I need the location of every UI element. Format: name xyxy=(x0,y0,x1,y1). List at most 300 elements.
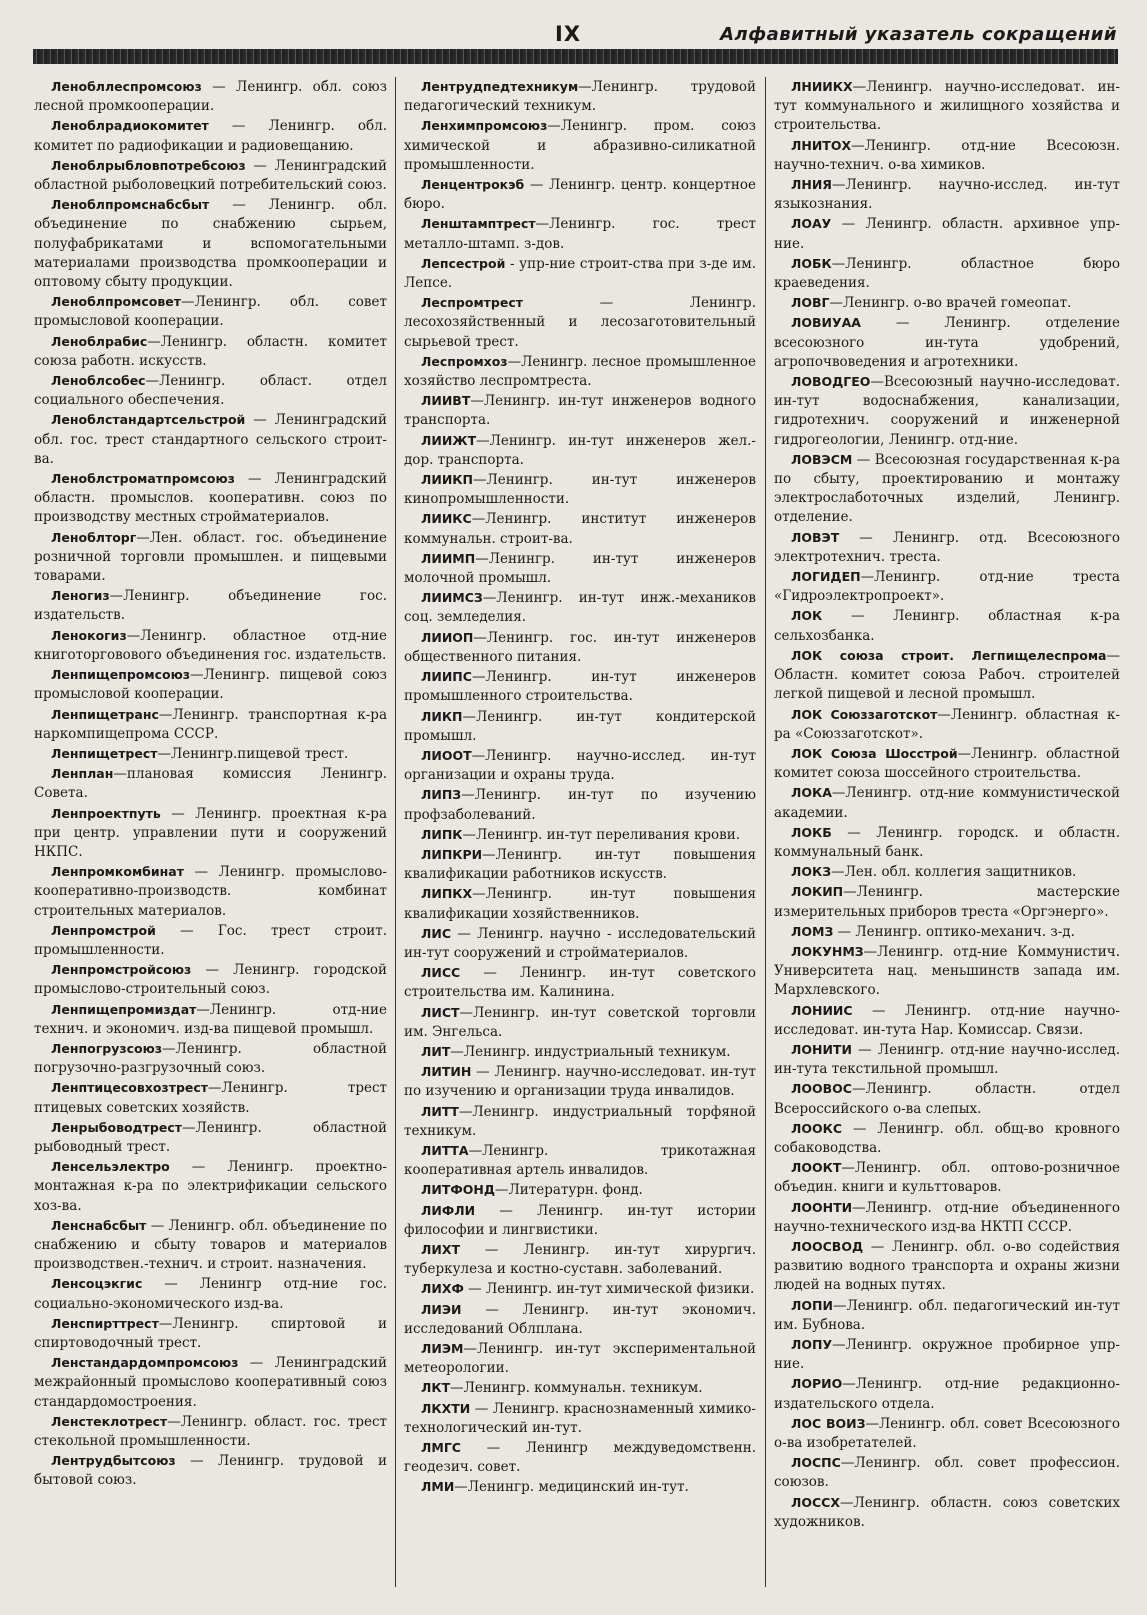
abbreviation-definition: — Ленинградский областной рыболовецкий потребительский союз. xyxy=(34,157,387,194)
abbreviation-term: ЛОРИО xyxy=(791,1376,843,1392)
abbreviation-term: ЛИХТ xyxy=(421,1241,461,1257)
abbreviation-definition: — Всесоюзная государственная к-ра по сбыту, проектированию и монтажу электрослаботочных изделий, Ленингр. отделение. xyxy=(774,451,1120,526)
abbreviation-term: Ленцентрокэб xyxy=(421,177,525,193)
abbreviation-definition: —Ленингр. научно-исслед. ин-тут организации и охраны труда. xyxy=(404,747,756,784)
abbreviation-entry xyxy=(774,293,1120,313)
abbreviation-term: Леноблстандартсельстрой xyxy=(51,412,246,428)
abbreviation-entry xyxy=(774,744,1120,783)
abbreviation-entry xyxy=(34,1412,387,1451)
abbreviation-entry xyxy=(404,1378,756,1398)
abbreviation-definition: —Ленингр. отд-ние Коммунистич. Университета нац. меньшинств запада им. Мархлевского. xyxy=(774,943,1120,999)
abbreviation-entry xyxy=(404,1062,756,1101)
abbreviation-term: Леноблрадиокомитет xyxy=(51,118,209,134)
column-3 xyxy=(774,77,1120,1532)
abbreviation-term: ЛИИОП xyxy=(421,629,474,645)
abbreviation-entry xyxy=(34,804,387,863)
abbreviation-term: Ленпищетранс xyxy=(51,706,159,722)
abbreviation-definition: —Областн. комитет союза Рабоч. строителей легкой пищевой и лесной промышл. xyxy=(774,647,1120,703)
abbreviation-term: ЛОВОДГЕО xyxy=(791,374,871,390)
abbreviation-entry xyxy=(34,1451,387,1490)
abbreviation-definition: — Ленингр. научно - исследовательский ин-тут сооружений и стройматериалов. xyxy=(404,925,756,961)
abbreviation-entry xyxy=(774,1296,1120,1335)
abbreviation-entry xyxy=(34,862,387,921)
abbreviation-entry xyxy=(404,1201,756,1240)
abbreviation-term: ЛИФЛИ xyxy=(421,1202,476,1218)
abbreviation-entry xyxy=(404,1279,756,1299)
abbreviation-entry xyxy=(774,823,1120,862)
abbreviation-definition: — Ленингр. трудовой и бытовой союз. xyxy=(34,1453,387,1489)
abbreviation-entry xyxy=(774,77,1120,136)
abbreviation-entry xyxy=(404,431,756,470)
abbreviation-definition: —Ленингр. о-во врачей гомеопат. xyxy=(829,295,1072,312)
abbreviation-definition: —Ленингр. отд-ние коммунистической академии. xyxy=(774,785,1120,821)
abbreviation-entry xyxy=(404,628,756,667)
abbreviation-term: Леноблсобес xyxy=(51,373,146,389)
header-rule xyxy=(33,49,1118,64)
abbreviation-term: ЛИИКС xyxy=(421,511,472,527)
abbreviation-definition: —Ленингр. трудовой педагогический техникум. xyxy=(404,79,756,115)
abbreviation-definition: —Ленингр. объединение гос. издательств. xyxy=(34,588,387,624)
column-1 xyxy=(34,77,387,1491)
abbreviation-entry xyxy=(404,470,756,509)
abbreviation-definition: — Ленингр. областная к-ра сельхозбанка. xyxy=(774,608,1120,644)
abbreviation-definition: — Ленингр. обл. объединение по снабжению сырьем, полуфабрикатами и вспомогательными материалами производства промкооперации и оптовому сбыту продукции. xyxy=(34,197,387,291)
abbreviation-definition: —Ленингр. отд-ние треста «Гидроэлектропроект». xyxy=(774,569,1120,605)
abbreviation-entry xyxy=(34,1157,387,1216)
abbreviation-term: Ленштамптрест xyxy=(421,216,536,232)
abbreviation-entry xyxy=(774,1001,1120,1040)
abbreviation-definition: — Ленингр. областн. архивное упр-ние. xyxy=(774,216,1120,252)
abbreviation-term: ЛИПКХ xyxy=(421,886,473,902)
abbreviation-definition: —Ленингр. областной погрузочно-разгрузочный союз. xyxy=(34,1040,387,1077)
abbreviation-entry xyxy=(404,746,756,785)
abbreviation-definition: —Ленингр. ин-тут инж.-механиков соц. земледелия. xyxy=(404,590,756,626)
abbreviation-definition: —Ленингр. отд-ние редакционно-издательского отдела. xyxy=(774,1376,1120,1412)
abbreviation-definition: — Ленингр. ин-тут советского строительства им. Калинина. xyxy=(404,965,756,1001)
abbreviation-definition: —Ленингр. областн. отдел Всероссийского о-ва слепых. xyxy=(774,1081,1120,1117)
abbreviation-term: Леноблпромснабсбыт xyxy=(51,197,210,213)
abbreviation-term: Ленсоцэкгис xyxy=(51,1276,143,1292)
abbreviation-term: ЛИТФОНД xyxy=(421,1182,495,1198)
abbreviation-definition: —Ленингр. областное отд-ние книготорговового объединения гос. издательств. xyxy=(34,627,387,663)
abbreviation-entry xyxy=(774,1198,1120,1237)
abbreviation-definition: — Ленингр. научно-исследоват. ин-тут по изучению и организации труда инвалидов. xyxy=(404,1064,756,1100)
abbreviation-definition: - упр-ние строит-ства при з-де им. Лепсе. xyxy=(404,255,756,292)
abbreviation-definition: —Ленингр. ин-тут инженеров молочной промышл. xyxy=(404,550,756,587)
abbreviation-definition: — Ленингр. отд. Всесоюзного электротехнич. треста. xyxy=(774,529,1120,565)
abbreviation-definition: —Ленингр. окружное пробирное упр-ние. xyxy=(774,1337,1120,1373)
abbreviation-term: Лентрудбытсоюз xyxy=(51,1453,176,1469)
abbreviation-term: ЛИПКРИ xyxy=(421,846,483,862)
abbreviation-entry xyxy=(774,1158,1120,1197)
abbreviation-term: ЛИТ xyxy=(421,1043,451,1059)
abbreviation-term: ЛООКС xyxy=(791,1120,843,1136)
abbreviation-definition: —Ленингр. трикотажная кооперативная артель инвалидов. xyxy=(404,1142,756,1179)
abbreviation-entry xyxy=(34,626,387,665)
abbreviation-definition: — Ленингр. ин-тут химической физики. xyxy=(463,1281,755,1298)
abbreviation-definition: —Ленингр. институт инженеров коммунальн. строит-ва. xyxy=(404,511,756,547)
abbreviation-entry xyxy=(404,963,756,1002)
abbreviation-term: ЛООСВОД xyxy=(791,1238,864,1254)
abbreviation-term: Ленхимпромсоюз xyxy=(421,118,548,134)
abbreviation-entry xyxy=(774,1493,1120,1532)
abbreviation-term: Леноблпромсовет xyxy=(51,294,181,310)
abbreviation-term: ЛНИТОХ xyxy=(791,137,852,153)
abbreviation-entry xyxy=(34,764,387,803)
abbreviation-entry xyxy=(34,744,387,764)
abbreviation-definition: —Ленингр. ин-тут по изучению профзаболеваний. xyxy=(404,787,756,823)
abbreviation-entry xyxy=(34,1216,387,1275)
abbreviation-definition: —Ленингр. индустриальный торфяной техникум. xyxy=(404,1103,756,1139)
abbreviation-entry xyxy=(774,705,1120,744)
abbreviation-definition: —Ленингр. отд-ние технич. и экономич. изд-ва пищевой промышл. xyxy=(34,1001,387,1037)
abbreviation-definition: —Лен. обл. коллегия защитников. xyxy=(831,864,1077,881)
abbreviation-term: ЛОНИИС xyxy=(791,1002,853,1018)
abbreviation-term: ЛОК xyxy=(791,608,823,624)
abbreviation-definition: — Ленингр. обл. союз лесной промкооперации. xyxy=(34,79,387,115)
abbreviation-entry xyxy=(404,785,756,824)
abbreviation-definition: —Ленингр.пищевой трест. xyxy=(157,745,349,762)
abbreviation-definition: —Ленингр. областн. комитет союза работн. искусств. xyxy=(34,333,387,369)
abbreviation-definition: —Ленингр. гос. ин-тут инженеров общественного питания. xyxy=(404,629,756,665)
abbreviation-term: ЛИТТА xyxy=(421,1142,469,1158)
abbreviation-entry xyxy=(774,254,1120,293)
abbreviation-entry xyxy=(774,1040,1120,1079)
abbreviation-definition: —Ленингр. трест птицевых советских хозяйств. xyxy=(34,1080,387,1116)
abbreviation-term: Ленплан xyxy=(51,766,114,782)
abbreviation-entry xyxy=(34,586,387,625)
abbreviation-entry xyxy=(34,1039,387,1078)
abbreviation-definition: — Ленингр. обл. комитет по радиофикации и радиовещанию. xyxy=(34,118,387,154)
abbreviation-entry xyxy=(404,175,756,214)
abbreviation-entry xyxy=(404,352,756,391)
abbreviation-definition: — Ленинградский межрайонный промыслово кооперативный союз стандардомостроения. xyxy=(34,1355,387,1410)
abbreviation-entry xyxy=(404,254,756,293)
abbreviation-definition: —Ленингр. транспортная к-ра наркомпищепрома СССР. xyxy=(34,706,387,742)
abbreviation-definition: —Ленингр. ин-тут инженеров жел.-дор. транспорта. xyxy=(404,432,756,468)
abbreviation-term: Ленспирттрест xyxy=(51,1315,159,1331)
abbreviation-term: ЛИКП xyxy=(421,708,463,724)
abbreviation-term: ЛОАУ xyxy=(791,216,832,232)
abbreviation-term: ЛОНИТИ xyxy=(791,1041,852,1057)
abbreviation-definition: —Ленингр. коммунальн. техникум. xyxy=(450,1380,703,1397)
abbreviation-entry xyxy=(34,921,387,960)
abbreviation-entry xyxy=(34,528,387,587)
abbreviation-entry xyxy=(774,1453,1120,1492)
abbreviation-term: ЛИПЗ xyxy=(421,787,462,803)
abbreviation-term: Ленстеклотрест xyxy=(51,1413,168,1429)
abbreviation-term: ЛМИ xyxy=(421,1479,455,1495)
abbreviation-term: ЛОС ВОИЗ xyxy=(791,1415,866,1431)
column-separator xyxy=(765,77,766,1587)
abbreviation-term: ЛОБК xyxy=(791,255,832,271)
abbreviation-term: ЛОПУ xyxy=(791,1337,833,1352)
abbreviation-entry xyxy=(34,1314,387,1353)
abbreviation-definition: —Ленингр. ин-тут инженеров водного транспорта. xyxy=(404,393,756,429)
abbreviation-entry xyxy=(34,156,387,195)
abbreviation-entry xyxy=(774,862,1120,882)
abbreviation-entry xyxy=(404,707,756,746)
abbreviation-definition: — Ленингр. ин-тут истории философии и лингвистики. xyxy=(404,1202,756,1238)
abbreviation-term: Ленптицесовхозтрест xyxy=(51,1080,209,1096)
abbreviation-term: ЛИТИН xyxy=(421,1064,472,1080)
abbreviation-term: ЛОКБ xyxy=(791,824,832,840)
abbreviation-term: ЛИООТ xyxy=(421,747,472,763)
abbreviation-term: ЛИИВТ xyxy=(421,393,471,409)
abbreviation-entry xyxy=(774,372,1120,450)
abbreviation-definition: — Гос. трест строит. промышленности. xyxy=(34,922,387,958)
abbreviation-entry xyxy=(404,214,756,253)
abbreviation-definition: —Ленингр. област. гос. трест стекольной промышленности. xyxy=(34,1413,387,1450)
abbreviation-definition: — Ленингр. ин-тут хирургич. туберкулеза и костно-суставн. заболеваний. xyxy=(404,1241,756,1278)
page-header xyxy=(0,20,1147,50)
abbreviation-entry xyxy=(404,116,756,175)
abbreviation-entry xyxy=(34,1118,387,1157)
abbreviation-entry xyxy=(404,1042,756,1062)
abbreviation-entry xyxy=(404,1300,756,1339)
abbreviation-entry xyxy=(404,1399,756,1438)
abbreviation-entry xyxy=(774,942,1120,1001)
abbreviation-definition: —Ленингр. научно-исслед. ин-тут языкознания. xyxy=(774,177,1120,213)
abbreviation-term: ЛИИМСЗ xyxy=(421,590,483,606)
abbreviation-definition: —Ленингр. пищевой союз промысловой кооперации. xyxy=(34,667,387,703)
abbreviation-entry xyxy=(774,1079,1120,1118)
abbreviation-term: Ленпищепромсоюз xyxy=(51,667,190,683)
running-title: Алфавитный указатель сокращений xyxy=(720,24,1117,45)
abbreviation-term: ЛИСТ xyxy=(421,1004,460,1020)
abbreviation-term: Ленпромстройсоюз xyxy=(51,962,192,978)
abbreviation-definition: —Ленингр. ин-тут советской торговли им. Энгельса. xyxy=(404,1004,756,1040)
abbreviation-term: ЛОВЭСМ xyxy=(791,451,853,467)
abbreviation-entry xyxy=(774,567,1120,606)
abbreviation-definition: —Ленингр. област. отдел социального обеспечения. xyxy=(34,373,387,409)
abbreviation-entry xyxy=(34,469,387,528)
abbreviation-term: ЛОКА xyxy=(791,785,832,801)
abbreviation-definition: — Ленингр. отд-ние научно-исслед. ин-тута текстильной промышл. xyxy=(774,1041,1120,1078)
abbreviation-term: ЛОКУНМЗ xyxy=(791,943,864,959)
abbreviation-entry xyxy=(404,509,756,548)
abbreviation-entry xyxy=(404,293,756,352)
abbreviation-definition: —Ленингр. ин-тут переливания крови. xyxy=(462,826,741,843)
abbreviation-entry xyxy=(774,313,1120,372)
abbreviation-term: ЛИЭИ xyxy=(421,1301,462,1317)
abbreviation-term: ЛИИКП xyxy=(421,472,473,488)
abbreviation-entry xyxy=(34,665,387,704)
abbreviation-definition: —Ленингр. лесное промышленное хозяйство леспромтреста. xyxy=(404,353,756,390)
abbreviation-entry xyxy=(774,175,1120,214)
abbreviation-definition: — Ленингр. оптико-механич. з-д. xyxy=(833,923,1075,940)
abbreviation-term: ЛОКИП xyxy=(791,884,844,900)
abbreviation-term: ЛИСС xyxy=(421,965,461,981)
abbreviation-definition: —Ленингр. областной комитет союза шоссейного строительства. xyxy=(774,745,1120,782)
abbreviation-definition: —Ленингр. научно-исследоват. ин-тут коммунального и жилищного хозяйства и строительства. xyxy=(774,79,1120,134)
page-number: IX xyxy=(555,22,582,46)
abbreviation-definition: —Всесоюзный научно-исследоват. ин-тут водоснабжения, канализации, гидротехнич. сооружений и инженерной гидрогеологии, Ленингр. отд-ние. xyxy=(774,374,1120,448)
abbreviation-entry xyxy=(34,371,387,410)
abbreviation-term: ЛОК союза строит. Легпищелеспрома xyxy=(791,647,1107,663)
abbreviation-entry xyxy=(404,1003,756,1042)
abbreviation-term: Леногиз xyxy=(51,588,110,604)
abbreviation-definition: — Ленингр. ин-тут экономич. исследований Облплана. xyxy=(404,1301,756,1337)
abbreviation-term: ЛИИЖТ xyxy=(421,432,477,448)
abbreviation-definition: —Ленингр. обл. совет промысловой кооперации. xyxy=(34,294,387,330)
abbreviation-definition: — Ленингр междуведомственн. геодезич. совет. xyxy=(404,1440,756,1476)
abbreviation-entry xyxy=(774,136,1120,175)
abbreviation-definition: —Ленингр. ин-тут повышения квалификации работников искусств. xyxy=(404,846,756,883)
abbreviation-term: Ленпроектпуть xyxy=(51,805,161,821)
abbreviation-term: ЛОВИУАА xyxy=(791,315,861,331)
abbreviation-term: ЛИПК xyxy=(421,826,463,842)
abbreviation-entry xyxy=(404,391,756,430)
abbreviation-entry xyxy=(404,1339,756,1378)
abbreviation-entry xyxy=(774,1335,1120,1374)
abbreviation-definition: —Ленингр. областн. союз советских художников. xyxy=(774,1494,1120,1530)
abbreviation-entry xyxy=(34,1000,387,1039)
abbreviation-definition: —Ленингр. ин-тут экспериментальной метеорологии. xyxy=(404,1341,756,1377)
abbreviation-definition: —Ленингр. мастерские измерительных приборов треста «Оргэнерго». xyxy=(774,884,1120,920)
abbreviation-entry xyxy=(404,845,756,884)
abbreviation-definition: — Ленингр. проектная к-ра при центр. управлении пути и сооружений НКПС. xyxy=(34,805,387,860)
abbreviation-entry xyxy=(404,1102,756,1141)
abbreviation-entry xyxy=(774,450,1120,528)
abbreviation-definition: —Ленингр. обл. оптово-розничное объедин. книги и культтоваров. xyxy=(774,1160,1120,1196)
abbreviation-definition: —Литературн. фонд. xyxy=(495,1182,643,1199)
abbreviation-entry xyxy=(34,77,387,116)
abbreviation-entry xyxy=(774,1237,1120,1296)
abbreviation-term: ЛОК Союза Шосстрой xyxy=(791,745,958,761)
abbreviation-definition: —Ленингр. ин-тут кондитерской промышл. xyxy=(404,708,756,744)
abbreviation-entry xyxy=(404,588,756,627)
abbreviation-definition: —Ленингр. ин-тут инженеров промышленного строительства. xyxy=(404,669,756,705)
abbreviation-definition: — Ленингр. городск. и областн. коммунальный банк. xyxy=(774,824,1120,860)
abbreviation-term: Леноблрабис xyxy=(51,333,148,349)
abbreviation-term: ЛКХТИ xyxy=(421,1400,471,1416)
abbreviation-definition: —Ленингр. пром. союз химической и абразивно-силикатной промышленности. xyxy=(404,118,756,173)
abbreviation-definition: —Ленингр. обл. совет Всесоюзного о-ва изобретателей. xyxy=(774,1415,1120,1452)
abbreviation-definition: —Ленингр. ин-тут инженеров кинопромышленности. xyxy=(404,472,756,508)
abbreviation-entry xyxy=(404,1141,756,1180)
abbreviation-entry xyxy=(404,77,756,116)
abbreviation-definition: — Ленингр. обл. объединение по снабжению и сбыту товаров и материалов производствен.-технич. и строит. назначения. xyxy=(34,1217,387,1273)
abbreviation-term: ЛОВГ xyxy=(791,295,830,311)
abbreviation-entry xyxy=(774,922,1120,942)
abbreviation-term: Лентрудпедтехникум xyxy=(421,79,579,94)
abbreviation-definition: — Ленингр. отделение всесоюзного ин-тута удобрений, агропочвоведения и агротехники. xyxy=(774,315,1120,370)
abbreviation-term: Леспромтрест xyxy=(421,295,523,311)
abbreviation-term: ЛОВЭТ xyxy=(791,529,840,545)
abbreviation-term: ЛОК Союззаготскот xyxy=(791,706,938,722)
abbreviation-entry xyxy=(774,606,1120,645)
abbreviation-entry xyxy=(404,1180,756,1200)
abbreviation-entry xyxy=(34,292,387,331)
abbreviation-entry xyxy=(774,1119,1120,1158)
abbreviation-term: Ленпищетрест xyxy=(51,745,158,761)
abbreviation-term: ЛООВОС xyxy=(791,1081,852,1097)
abbreviation-definition: —Лен. област. гос. объединение розничной торговли промышлен. и пищевыми товарами. xyxy=(34,529,387,585)
abbreviation-term: Леноблрыбловпотребсоюз xyxy=(51,157,246,173)
abbreviation-term: ЛИТТ xyxy=(421,1103,459,1119)
abbreviation-entry xyxy=(34,332,387,371)
abbreviation-entry xyxy=(774,1414,1120,1453)
abbreviation-term: Ленокогиз xyxy=(51,627,127,643)
abbreviation-entry xyxy=(404,1438,756,1477)
abbreviation-term: ЛИС xyxy=(421,925,452,941)
abbreviation-term: ЛООКТ xyxy=(791,1160,842,1176)
abbreviation-entry xyxy=(34,116,387,155)
abbreviation-entry xyxy=(774,882,1120,921)
abbreviation-entry xyxy=(404,825,756,845)
abbreviation-entry xyxy=(774,1374,1120,1413)
abbreviation-definition: —Ленингр. медицинский ин-тут. xyxy=(454,1479,689,1496)
abbreviation-term: Ленсельэлектро xyxy=(51,1159,170,1175)
abbreviation-term: ЛИИПС xyxy=(421,669,472,685)
abbreviation-definition: — Ленингр отд-ние гос. социально-экономического изд-ва. xyxy=(34,1276,387,1312)
column-separator xyxy=(395,77,396,1587)
abbreviation-term: ЛНИИКХ xyxy=(791,79,853,94)
abbreviation-term: ЛИЭМ xyxy=(421,1341,464,1356)
abbreviation-term: Ленобллеспромсоюз xyxy=(51,79,202,94)
abbreviation-entry xyxy=(404,884,756,923)
abbreviation-term: ЛОМЗ xyxy=(791,923,834,939)
abbreviation-definition: —Ленингр. областное бюро краеведения. xyxy=(774,255,1120,292)
abbreviation-entry xyxy=(774,783,1120,822)
abbreviation-term: Леноблстроматпромсоюз xyxy=(51,471,235,487)
abbreviation-entry xyxy=(404,667,756,706)
abbreviation-definition: —Ленингр. обл. педагогический ин-тут им. Бубнова. xyxy=(774,1297,1120,1333)
abbreviation-entry xyxy=(404,1477,756,1497)
abbreviation-term: ЛОСПС xyxy=(791,1455,841,1471)
abbreviation-definition: — Ленинградский обл. гос. трест стандартного сельского строит-ва. xyxy=(34,412,387,467)
abbreviation-term: ЛИИМП xyxy=(421,550,476,566)
abbreviation-definition: — Ленингр. краснознаменный химико-технологический ин-тут. xyxy=(404,1400,756,1436)
column-2 xyxy=(404,77,756,1498)
abbreviation-term: ЛОКЗ xyxy=(791,864,832,880)
abbreviation-entry xyxy=(404,549,756,588)
abbreviation-term: ЛНИЯ xyxy=(791,177,832,193)
abbreviation-entry xyxy=(774,528,1120,567)
abbreviation-entry xyxy=(34,1078,387,1117)
abbreviation-term: Ленпромкомбинат xyxy=(51,864,184,880)
abbreviation-definition: — Ленингр. обл. общ-во кровного собаководства. xyxy=(774,1120,1120,1156)
abbreviation-entry xyxy=(34,1353,387,1412)
abbreviation-term: Ленснабсбыт xyxy=(51,1217,147,1233)
abbreviation-definition: —Ленингр. отд-ние Всесоюзн. научно-технич. о-ва химиков. xyxy=(774,137,1120,173)
abbreviation-term: Лепсестрой xyxy=(421,255,506,271)
abbreviation-definition: — Ленингр. промыслово-кооперативно-производств. комбинат строительных материалов. xyxy=(34,864,387,919)
abbreviation-term: ЛКТ xyxy=(421,1380,451,1396)
abbreviation-definition: —Ленингр. обл. совет профессион. союзов. xyxy=(774,1455,1120,1491)
abbreviation-definition: — Ленингр. лесохозяйственный и лесозаготовительный сырьевой трест. xyxy=(404,295,756,350)
abbreviation-definition: — Ленингр. обл. о-во содействия развитию водного транспорта и охраны жизни людей на водных путях. xyxy=(774,1238,1120,1294)
abbreviation-term: ЛОГИДЕП xyxy=(791,569,861,585)
abbreviation-definition: —Ленингр. областная к-ра «Союззаготскот». xyxy=(774,706,1120,742)
abbreviation-definition: — Ленингр. городской промыслово-строительный союз. xyxy=(34,962,387,998)
abbreviation-entry xyxy=(34,960,387,999)
abbreviation-entry xyxy=(34,410,387,469)
abbreviation-term: Ленпищепромиздат xyxy=(51,1001,197,1017)
abbreviation-definition: — Ленингр. проектно-монтажная к-ра по электрификации сельского хоз-ва. xyxy=(34,1159,387,1214)
abbreviation-entry xyxy=(34,1274,387,1313)
abbreviation-entry xyxy=(34,195,387,292)
abbreviation-term: Ленрыбоводтрест xyxy=(51,1119,182,1135)
abbreviation-term: ЛОПИ xyxy=(791,1297,833,1313)
abbreviation-definition: —плановая комиссия Ленингр. Совета. xyxy=(34,766,387,802)
abbreviation-definition: — Ленинградский областн. промыслов. кооперативн. союз по производству местных стройматериалов. xyxy=(34,471,387,526)
abbreviation-term: ЛОССХ xyxy=(791,1494,840,1510)
abbreviation-term: Леноблторг xyxy=(51,529,137,545)
abbreviation-entry xyxy=(34,705,387,744)
abbreviation-definition: — Ленингр. центр. концертное бюро. xyxy=(404,177,756,213)
